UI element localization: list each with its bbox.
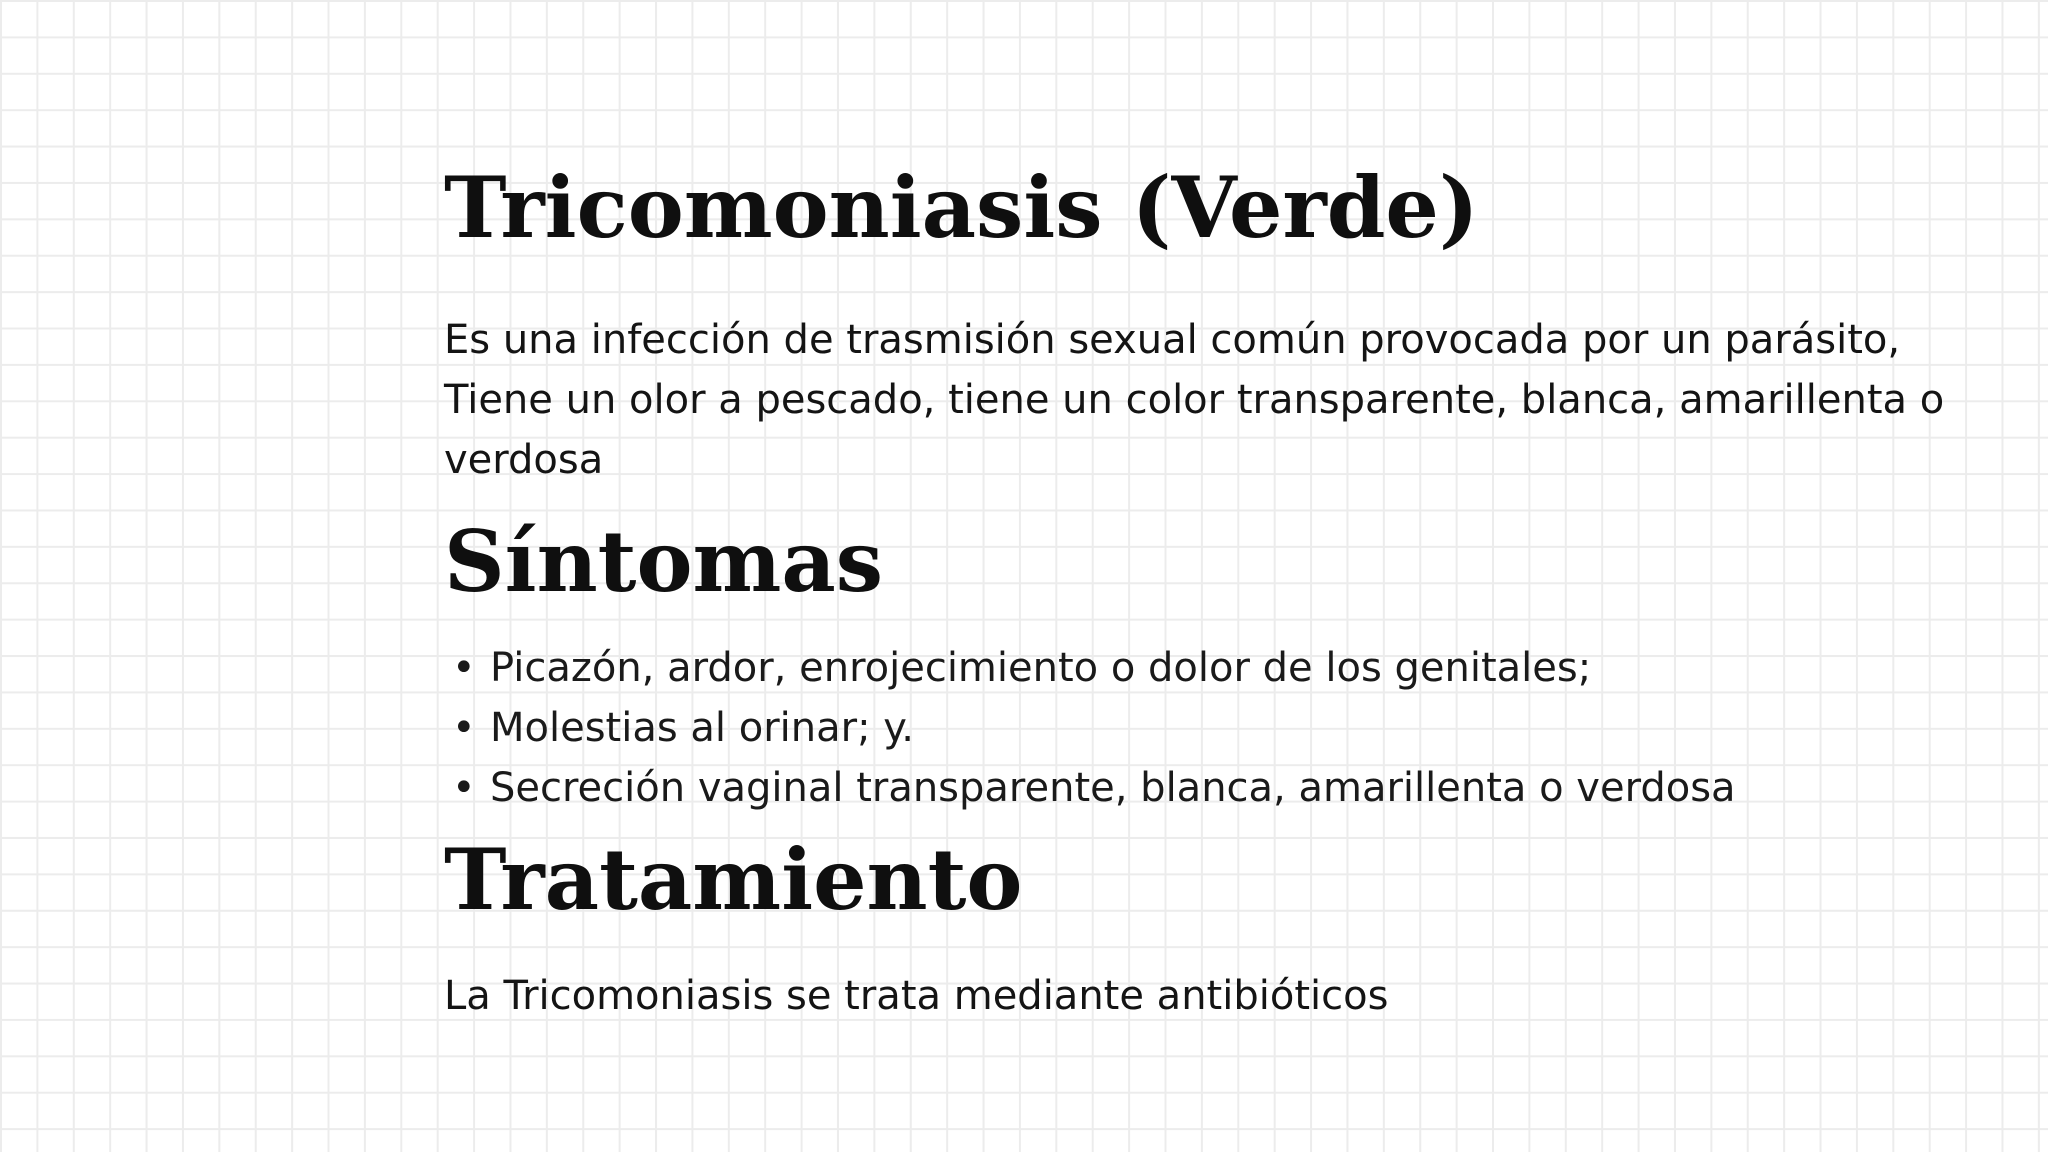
- bullet-icon: •: [452, 645, 476, 691]
- symptom-item: [444, 758, 2004, 818]
- bullet-icon: •: [452, 765, 476, 811]
- symptoms-list: [444, 638, 2004, 818]
- symptoms-heading: Síntomas: [444, 512, 884, 611]
- description-paragraph: Es una infección de trasmisión sexual común provocada por un parásito, Tiene un olor a pescado, tiene un color transparente, blanca, amarillenta o verdosa: [444, 317, 1945, 483]
- symptom-text: Secreción vaginal transparente, blanca, amarillenta o verdosa: [490, 765, 1736, 811]
- slide-title: Tricomoniasis (Verde): [444, 158, 1479, 257]
- symptom-text: Picazón, ardor, enrojecimiento o dolor de los genitales;: [490, 645, 1592, 691]
- slide-content: [444, 150, 2004, 1026]
- symptom-text: Molestias al orinar; y.: [490, 705, 914, 751]
- symptom-item: [444, 638, 2004, 698]
- symptom-item: [444, 698, 2004, 758]
- treatment-heading: Tratamiento: [444, 830, 1023, 929]
- treatment-paragraph: La Tricomoniasis se trata mediante antibióticos: [444, 973, 1389, 1019]
- bullet-icon: •: [452, 705, 476, 751]
